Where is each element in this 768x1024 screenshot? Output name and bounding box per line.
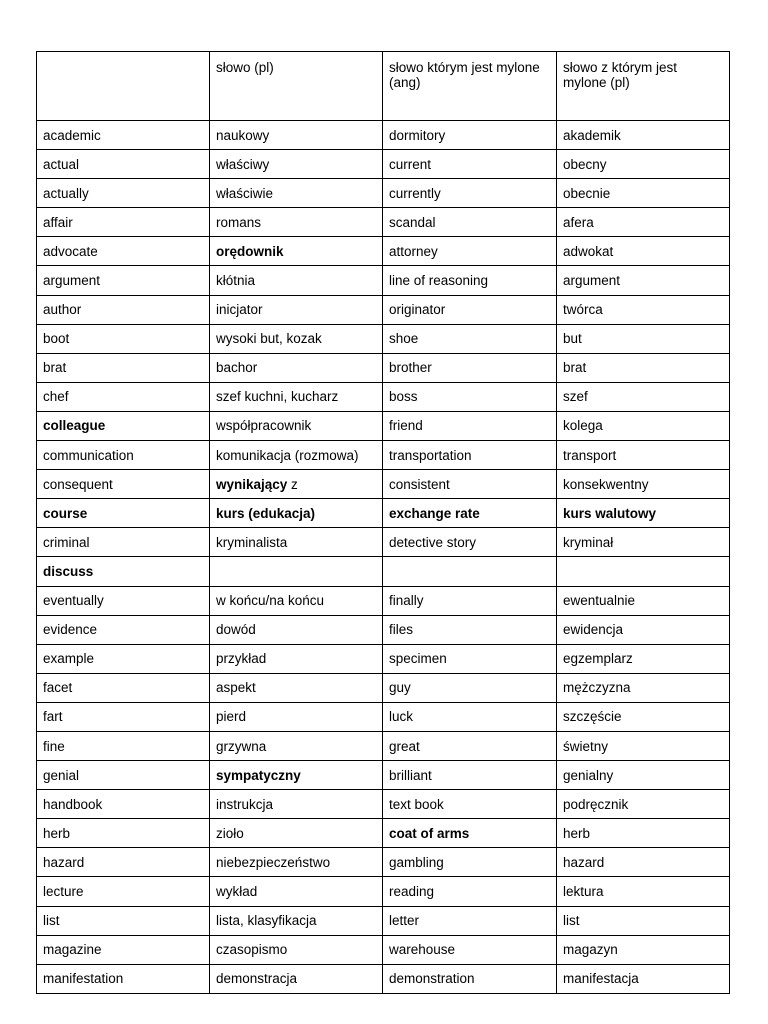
- table-row: [37, 557, 730, 586]
- english-word-cell: advocate: [37, 237, 210, 266]
- polish-meaning-cell: kryminalista: [210, 528, 383, 557]
- confused-polish-cell: adwokat: [557, 237, 730, 266]
- polish-meaning-cell: zioło: [210, 819, 383, 848]
- confused-polish-cell: list: [557, 906, 730, 935]
- confused-polish-cell: kurs walutowy: [557, 499, 730, 528]
- english-word-cell: author: [37, 295, 210, 324]
- polish-meaning-cell: sympatyczny: [210, 761, 383, 790]
- vocabulary-table: [36, 51, 730, 994]
- table-row: [37, 935, 730, 964]
- polish-meaning-cell: aspekt: [210, 673, 383, 702]
- confused-polish-cell: brat: [557, 353, 730, 382]
- polish-meaning-cell: inicjator: [210, 295, 383, 324]
- confused-polish-cell: magazyn: [557, 935, 730, 964]
- table-row: [37, 702, 730, 731]
- confused-english-cell: letter: [383, 906, 557, 935]
- polish-meaning-cell: w końcu/na końcu: [210, 586, 383, 615]
- english-word-cell: argument: [37, 266, 210, 295]
- english-word-cell: fart: [37, 702, 210, 731]
- table-row: [37, 295, 730, 324]
- table-row: [37, 906, 730, 935]
- table-row: [37, 121, 730, 150]
- confused-english-cell: boss: [383, 382, 557, 411]
- header-cell-english: [37, 52, 210, 121]
- english-word-cell: evidence: [37, 615, 210, 644]
- polish-meaning-cell: komunikacja (rozmowa): [210, 441, 383, 470]
- english-word-cell: affair: [37, 208, 210, 237]
- english-word-cell: actually: [37, 179, 210, 208]
- table-row: [37, 673, 730, 702]
- confused-english-cell: current: [383, 150, 557, 179]
- polish-meaning-cell: przykład: [210, 644, 383, 673]
- table-body: [37, 52, 730, 994]
- table-row: [37, 150, 730, 179]
- english-word-cell: discuss: [37, 557, 210, 586]
- polish-meaning-cell: naukowy: [210, 121, 383, 150]
- english-word-cell: communication: [37, 441, 210, 470]
- confused-polish-cell: twórca: [557, 295, 730, 324]
- bold-part: wynikający: [216, 476, 288, 492]
- table-row: [37, 382, 730, 411]
- confused-polish-cell: transport: [557, 441, 730, 470]
- english-word-cell: facet: [37, 673, 210, 702]
- confused-english-cell: exchange rate: [383, 499, 557, 528]
- polish-meaning-cell: orędownik: [210, 237, 383, 266]
- confused-english-cell: coat of arms: [383, 819, 557, 848]
- table-row: [37, 179, 730, 208]
- english-word-cell: genial: [37, 761, 210, 790]
- confused-english-cell: specimen: [383, 644, 557, 673]
- table-row: [37, 237, 730, 266]
- confused-english-cell: detective story: [383, 528, 557, 557]
- english-word-cell: example: [37, 644, 210, 673]
- confused-english-cell: reading: [383, 877, 557, 906]
- confused-polish-cell: obecnie: [557, 179, 730, 208]
- confused-english-cell: brilliant: [383, 761, 557, 790]
- polish-meaning-cell: właściwy: [210, 150, 383, 179]
- polish-meaning-cell: właściwie: [210, 179, 383, 208]
- confused-english-cell: scandal: [383, 208, 557, 237]
- confused-english-cell: files: [383, 615, 557, 644]
- polish-meaning-cell: instrukcja: [210, 790, 383, 819]
- confused-polish-cell: świetny: [557, 731, 730, 760]
- polish-meaning-cell: grzywna: [210, 731, 383, 760]
- confused-english-cell: finally: [383, 586, 557, 615]
- table-row: [37, 761, 730, 790]
- confused-english-cell: consistent: [383, 470, 557, 499]
- english-word-cell: course: [37, 499, 210, 528]
- english-word-cell: colleague: [37, 411, 210, 440]
- confused-english-cell: originator: [383, 295, 557, 324]
- confused-polish-cell: szczęście: [557, 702, 730, 731]
- english-word-cell: handbook: [37, 790, 210, 819]
- confused-polish-cell: ewentualnie: [557, 586, 730, 615]
- table-row: [37, 586, 730, 615]
- confused-english-cell: line of reasoning: [383, 266, 557, 295]
- confused-english-cell: warehouse: [383, 935, 557, 964]
- table-row: [37, 208, 730, 237]
- table-row: [37, 499, 730, 528]
- english-word-cell: brat: [37, 353, 210, 382]
- english-word-cell: chef: [37, 382, 210, 411]
- confused-english-cell: great: [383, 731, 557, 760]
- table-row: [37, 819, 730, 848]
- confused-english-cell: brother: [383, 353, 557, 382]
- table-row: [37, 644, 730, 673]
- english-word-cell: fine: [37, 731, 210, 760]
- header-cell-confused-english: słowo którym jest mylone (ang): [383, 52, 557, 121]
- confused-english-cell: attorney: [383, 237, 557, 266]
- polish-meaning-cell: niebezpieczeństwo: [210, 848, 383, 877]
- header-cell-polish-word: słowo (pl): [210, 52, 383, 121]
- confused-english-cell: gambling: [383, 848, 557, 877]
- confused-english-cell: demonstration: [383, 964, 557, 993]
- confused-english-cell: transportation: [383, 441, 557, 470]
- confused-polish-cell: [557, 557, 730, 586]
- polish-meaning-cell: [210, 557, 383, 586]
- polish-meaning-cell: czasopismo: [210, 935, 383, 964]
- table-row: [37, 324, 730, 353]
- table-row: [37, 731, 730, 760]
- confused-polish-cell: obecny: [557, 150, 730, 179]
- table-row: [37, 964, 730, 993]
- confused-polish-cell: kryminał: [557, 528, 730, 557]
- confused-polish-cell: hazard: [557, 848, 730, 877]
- polish-meaning-cell: współpracownik: [210, 411, 383, 440]
- english-word-cell: magazine: [37, 935, 210, 964]
- table-row: [37, 877, 730, 906]
- english-word-cell: actual: [37, 150, 210, 179]
- polish-meaning-cell: pierd: [210, 702, 383, 731]
- header-cell-confused-polish: słowo z którym jest mylone (pl): [557, 52, 730, 121]
- table-row: [37, 528, 730, 557]
- polish-meaning-cell: wysoki but, kozak: [210, 324, 383, 353]
- table-row: [37, 848, 730, 877]
- table-row: [37, 411, 730, 440]
- confused-polish-cell: genialny: [557, 761, 730, 790]
- polish-meaning-cell: demonstracja: [210, 964, 383, 993]
- confused-polish-cell: herb: [557, 819, 730, 848]
- confused-polish-cell: podręcznik: [557, 790, 730, 819]
- english-word-cell: lecture: [37, 877, 210, 906]
- polish-meaning-cell: romans: [210, 208, 383, 237]
- table-header-row: [37, 52, 730, 121]
- polish-meaning-cell: [210, 470, 383, 499]
- english-word-cell: list: [37, 906, 210, 935]
- confused-polish-cell: kolega: [557, 411, 730, 440]
- table-row: [37, 790, 730, 819]
- confused-english-cell: text book: [383, 790, 557, 819]
- polish-meaning-cell: lista, klasyfikacja: [210, 906, 383, 935]
- confused-polish-cell: egzemplarz: [557, 644, 730, 673]
- regular-part: z: [287, 476, 298, 492]
- confused-polish-cell: akademik: [557, 121, 730, 150]
- confused-english-cell: friend: [383, 411, 557, 440]
- english-word-cell: criminal: [37, 528, 210, 557]
- polish-meaning-cell: kurs (edukacja): [210, 499, 383, 528]
- polish-meaning-cell: bachor: [210, 353, 383, 382]
- confused-polish-cell: lektura: [557, 877, 730, 906]
- english-word-cell: manifestation: [37, 964, 210, 993]
- confused-polish-cell: konsekwentny: [557, 470, 730, 499]
- english-word-cell: eventually: [37, 586, 210, 615]
- confused-english-cell: luck: [383, 702, 557, 731]
- polish-meaning-cell: kłótnia: [210, 266, 383, 295]
- confused-polish-cell: argument: [557, 266, 730, 295]
- confused-english-cell: dormitory: [383, 121, 557, 150]
- english-word-cell: hazard: [37, 848, 210, 877]
- polish-meaning-cell: wykład: [210, 877, 383, 906]
- table-row: [37, 441, 730, 470]
- confused-polish-cell: mężczyzna: [557, 673, 730, 702]
- english-word-cell: herb: [37, 819, 210, 848]
- table-row: [37, 470, 730, 499]
- table-row: [37, 266, 730, 295]
- confused-polish-cell: szef: [557, 382, 730, 411]
- confused-english-cell: currently: [383, 179, 557, 208]
- confused-polish-cell: ewidencja: [557, 615, 730, 644]
- polish-meaning-cell: szef kuchni, kucharz: [210, 382, 383, 411]
- confused-english-cell: [383, 557, 557, 586]
- confused-english-cell: shoe: [383, 324, 557, 353]
- table-row: [37, 353, 730, 382]
- english-word-cell: boot: [37, 324, 210, 353]
- confused-english-cell: guy: [383, 673, 557, 702]
- english-word-cell: consequent: [37, 470, 210, 499]
- confused-polish-cell: manifestacja: [557, 964, 730, 993]
- confused-polish-cell: afera: [557, 208, 730, 237]
- polish-meaning-cell: dowód: [210, 615, 383, 644]
- english-word-cell: academic: [37, 121, 210, 150]
- confused-polish-cell: but: [557, 324, 730, 353]
- table-row: [37, 615, 730, 644]
